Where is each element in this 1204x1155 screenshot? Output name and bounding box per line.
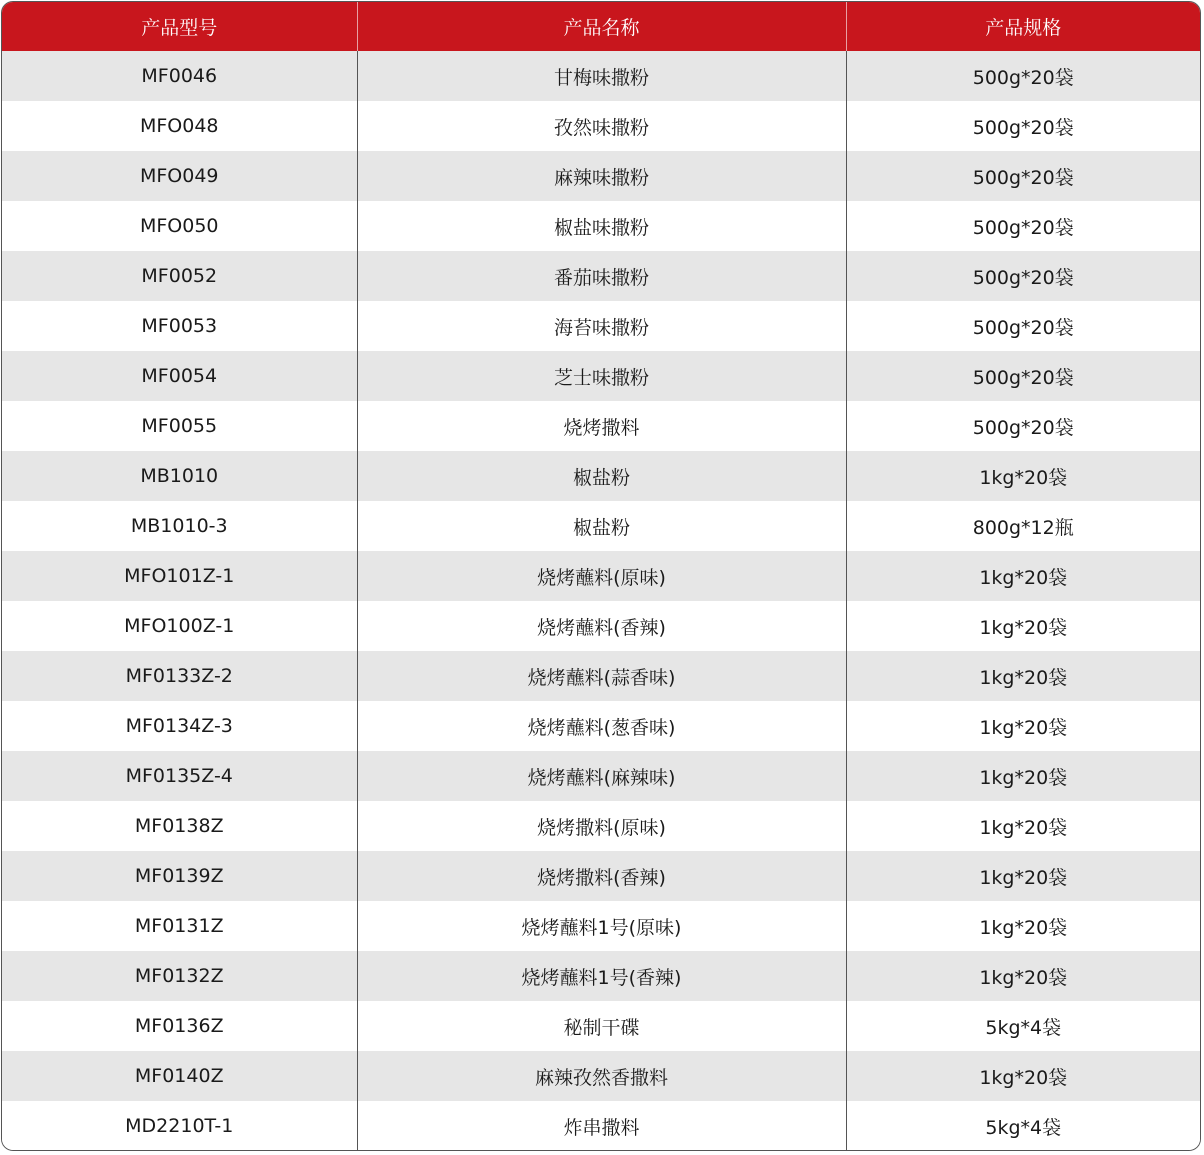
table-row (2, 251, 1200, 301)
cell-spec: 5kg*4袋 (846, 1001, 1200, 1051)
cell-name: 椒盐粉 (357, 501, 846, 551)
table-body (2, 51, 1200, 1151)
header-model: 产品型号 (2, 2, 357, 51)
cell-name: 甘梅味撒粉 (357, 51, 846, 101)
cell-spec: 500g*20袋 (846, 251, 1200, 301)
cell-name: 炸串撒料 (357, 1101, 846, 1151)
product-table-container (1, 1, 1201, 1151)
cell-model: MFO101Z-1 (2, 551, 357, 601)
table-row (2, 951, 1200, 1001)
cell-spec: 500g*20袋 (846, 151, 1200, 201)
header-name: 产品名称 (357, 2, 846, 51)
cell-spec: 500g*20袋 (846, 101, 1200, 151)
cell-model: MF0136Z (2, 1001, 357, 1051)
cell-spec: 1kg*20袋 (846, 651, 1200, 701)
cell-spec: 1kg*20袋 (846, 751, 1200, 801)
product-table (2, 2, 1200, 1151)
cell-spec: 1kg*20袋 (846, 551, 1200, 601)
cell-spec: 1kg*20袋 (846, 451, 1200, 501)
cell-model: MF0138Z (2, 801, 357, 851)
cell-name: 烧烤蘸料(葱香味) (357, 701, 846, 751)
table-row (2, 851, 1200, 901)
table-row (2, 1101, 1200, 1151)
table-row (2, 201, 1200, 251)
cell-model: MFO049 (2, 151, 357, 201)
table-row (2, 701, 1200, 751)
cell-model: MF0133Z-2 (2, 651, 357, 701)
table-row (2, 451, 1200, 501)
cell-model: MF0134Z-3 (2, 701, 357, 751)
cell-spec: 500g*20袋 (846, 351, 1200, 401)
cell-spec: 800g*12瓶 (846, 501, 1200, 551)
cell-name: 椒盐味撒粉 (357, 201, 846, 251)
table-row (2, 351, 1200, 401)
cell-model: MFO050 (2, 201, 357, 251)
cell-spec: 500g*20袋 (846, 51, 1200, 101)
header-spec: 产品规格 (846, 2, 1200, 51)
cell-name: 烧烤蘸料1号(香辣) (357, 951, 846, 1001)
cell-name: 芝士味撒粉 (357, 351, 846, 401)
table-row (2, 551, 1200, 601)
cell-name: 烧烤蘸料(原味) (357, 551, 846, 601)
cell-name: 麻辣味撒粉 (357, 151, 846, 201)
table-row (2, 601, 1200, 651)
cell-model: MF0140Z (2, 1051, 357, 1101)
cell-name: 烧烤蘸料(香辣) (357, 601, 846, 651)
cell-name: 麻辣孜然香撒料 (357, 1051, 846, 1101)
cell-model: MF0052 (2, 251, 357, 301)
cell-name: 椒盐粉 (357, 451, 846, 501)
cell-spec: 500g*20袋 (846, 201, 1200, 251)
cell-spec: 1kg*20袋 (846, 601, 1200, 651)
cell-model: MF0135Z-4 (2, 751, 357, 801)
table-row (2, 1051, 1200, 1101)
cell-spec: 1kg*20袋 (846, 901, 1200, 951)
cell-name: 烧烤蘸料(蒜香味) (357, 651, 846, 701)
table-row (2, 501, 1200, 551)
cell-model: MF0046 (2, 51, 357, 101)
cell-model: MF0055 (2, 401, 357, 451)
cell-name: 秘制干碟 (357, 1001, 846, 1051)
cell-model: MF0054 (2, 351, 357, 401)
cell-spec: 1kg*20袋 (846, 701, 1200, 751)
cell-spec: 500g*20袋 (846, 301, 1200, 351)
cell-model: MFO048 (2, 101, 357, 151)
cell-model: MF0139Z (2, 851, 357, 901)
cell-name: 烧烤蘸料1号(原味) (357, 901, 846, 951)
table-row (2, 301, 1200, 351)
table-row (2, 151, 1200, 201)
table-row (2, 901, 1200, 951)
cell-spec: 1kg*20袋 (846, 801, 1200, 851)
cell-name: 烧烤撒料(香辣) (357, 851, 846, 901)
cell-name: 烧烤撒料(原味) (357, 801, 846, 851)
cell-spec: 1kg*20袋 (846, 951, 1200, 1001)
table-row (2, 401, 1200, 451)
table-row (2, 101, 1200, 151)
table-header-row (2, 2, 1200, 51)
table-row (2, 1001, 1200, 1051)
table-row (2, 651, 1200, 701)
cell-spec: 1kg*20袋 (846, 851, 1200, 901)
table-row (2, 801, 1200, 851)
table-row (2, 51, 1200, 101)
cell-name: 海苔味撒粉 (357, 301, 846, 351)
cell-name: 烧烤蘸料(麻辣味) (357, 751, 846, 801)
cell-model: MFO100Z-1 (2, 601, 357, 651)
cell-model: MB1010-3 (2, 501, 357, 551)
cell-model: MF0132Z (2, 951, 357, 1001)
cell-name: 孜然味撒粉 (357, 101, 846, 151)
cell-model: MF0131Z (2, 901, 357, 951)
cell-spec: 500g*20袋 (846, 401, 1200, 451)
cell-model: MD2210T-1 (2, 1101, 357, 1151)
cell-name: 烧烤撒料 (357, 401, 846, 451)
cell-name: 番茄味撒粉 (357, 251, 846, 301)
cell-spec: 5kg*4袋 (846, 1101, 1200, 1151)
cell-spec: 1kg*20袋 (846, 1051, 1200, 1101)
cell-model: MF0053 (2, 301, 357, 351)
table-row (2, 751, 1200, 801)
cell-model: MB1010 (2, 451, 357, 501)
